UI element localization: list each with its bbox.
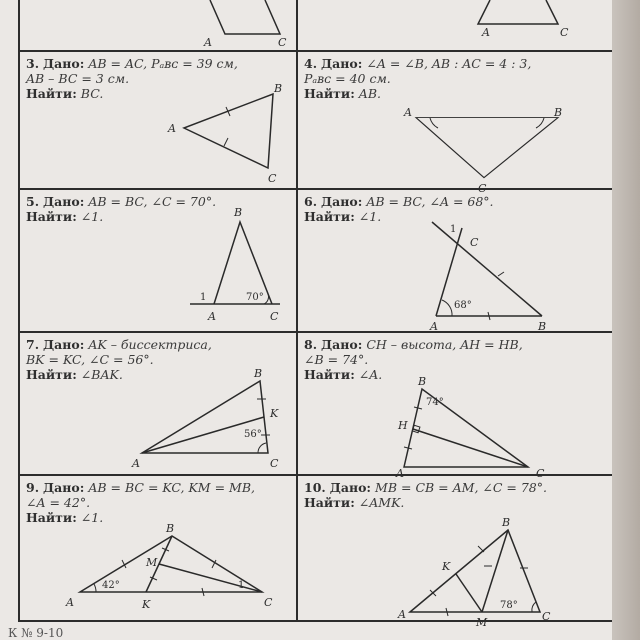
problem-text: 3. Дано: AB = AC, Pₐʙᴄ = 39 см, AB – BC = 3 см. Найти: BC.	[26, 56, 238, 101]
problem-6	[296, 190, 612, 331]
footer-text: К № 9-10	[8, 626, 64, 640]
problem-text: 7. Дано: AK – биссектриса, BK = KC, ∠C = 56°. Найти: ∠BAK.	[26, 337, 212, 382]
label-vertex-b: B	[234, 206, 243, 219]
label-vertex-b: B	[502, 516, 511, 529]
label-vertex-c: C	[560, 26, 569, 39]
label-vertex-c: C	[542, 610, 551, 623]
figure-top-right	[470, 0, 590, 50]
label-vertex-c: C	[536, 467, 545, 480]
label-vertex-b: B	[554, 106, 563, 119]
figure-problem-10	[396, 516, 576, 629]
label-vertex-c: C	[270, 457, 279, 470]
figure-problem-3	[158, 80, 298, 190]
problem-text: 10. Дано: MB = CB = AM, ∠C = 78°. Найти: ∠AMK.	[304, 480, 547, 510]
label-vertex-a: A	[132, 457, 140, 470]
label-angle-68: 68°	[454, 300, 472, 311]
label-angle-42: 42°	[102, 580, 120, 591]
label-angle-70: 70°	[246, 292, 264, 303]
problem-text: 9. Дано: AB = BC = KC, KM = MB, ∠A = 42°. Найти: ∠1.	[26, 480, 255, 525]
label-vertex-b: B	[538, 320, 547, 333]
problem-9	[18, 476, 296, 620]
label-vertex-a: A	[168, 122, 176, 135]
label-vertex-a: A	[396, 467, 404, 480]
problem-text: 5. Дано: AB = BC, ∠C = 70°. Найти: ∠1.	[26, 194, 217, 224]
label-vertex-k: K	[270, 407, 279, 420]
problem-4	[296, 52, 612, 195]
figure-problem-8	[392, 373, 562, 480]
label-vertex-b: B	[166, 522, 175, 535]
label-vertex-a: A	[208, 310, 216, 323]
label-vertex-c: C	[264, 596, 273, 609]
label-angle-1: 1	[200, 292, 207, 303]
label-vertex-a: A	[204, 36, 212, 49]
figure-problem-7	[128, 369, 288, 474]
label-vertex-k: K	[142, 598, 151, 611]
problem-text: 4. Дано: ∠A = ∠B, AB : AC = 4 : 3, Pₐʙᴄ = 40 см. Найти: AB.	[304, 56, 532, 101]
problem-10	[296, 476, 612, 629]
label-angle-56: 56°	[244, 429, 262, 440]
label-vertex-a: A	[66, 596, 74, 609]
page-edge-shadow	[612, 0, 640, 640]
label-vertex-c: C	[278, 36, 287, 49]
label-vertex-a: A	[430, 320, 438, 333]
figure-problem-4	[402, 108, 572, 198]
label-angle-74: 74°	[426, 397, 444, 408]
figure-problem-6	[416, 218, 566, 333]
label-vertex-c: C	[478, 182, 487, 195]
label-vertex-m: M	[146, 556, 158, 569]
label-vertex-b: B	[254, 367, 263, 380]
label-vertex-a: A	[404, 106, 412, 119]
problem-7	[18, 333, 296, 474]
problem-5	[18, 190, 296, 331]
label-vertex-b: B	[274, 82, 283, 95]
problem-text: 6. Дано: AB = BC, ∠A = 68°. Найти: ∠1.	[304, 194, 494, 224]
label-vertex-a: A	[482, 26, 490, 39]
problem-3	[18, 52, 296, 188]
label-vertex-h: H	[398, 419, 408, 432]
label-vertex-c: C	[270, 310, 279, 323]
label-vertex-b: B	[418, 375, 427, 388]
figure-problem-9	[62, 522, 282, 622]
label-angle-78: 78°	[500, 600, 518, 611]
label-vertex-k: K	[442, 560, 451, 573]
figure-problem-5	[188, 204, 298, 329]
label-angle-1: 1	[238, 580, 245, 591]
figure-top-left	[180, 0, 300, 50]
problem-text: 8. Дано: CH – высота, AH = HB, ∠B = 74°. Найти: ∠A.	[304, 337, 523, 382]
label-vertex-a: A	[398, 608, 406, 621]
label-vertex-c: C	[268, 172, 277, 185]
label-angle-1: 1	[450, 224, 457, 235]
problem-8	[296, 333, 612, 480]
label-vertex-c: C	[470, 236, 479, 249]
label-vertex-m: M	[476, 616, 488, 629]
